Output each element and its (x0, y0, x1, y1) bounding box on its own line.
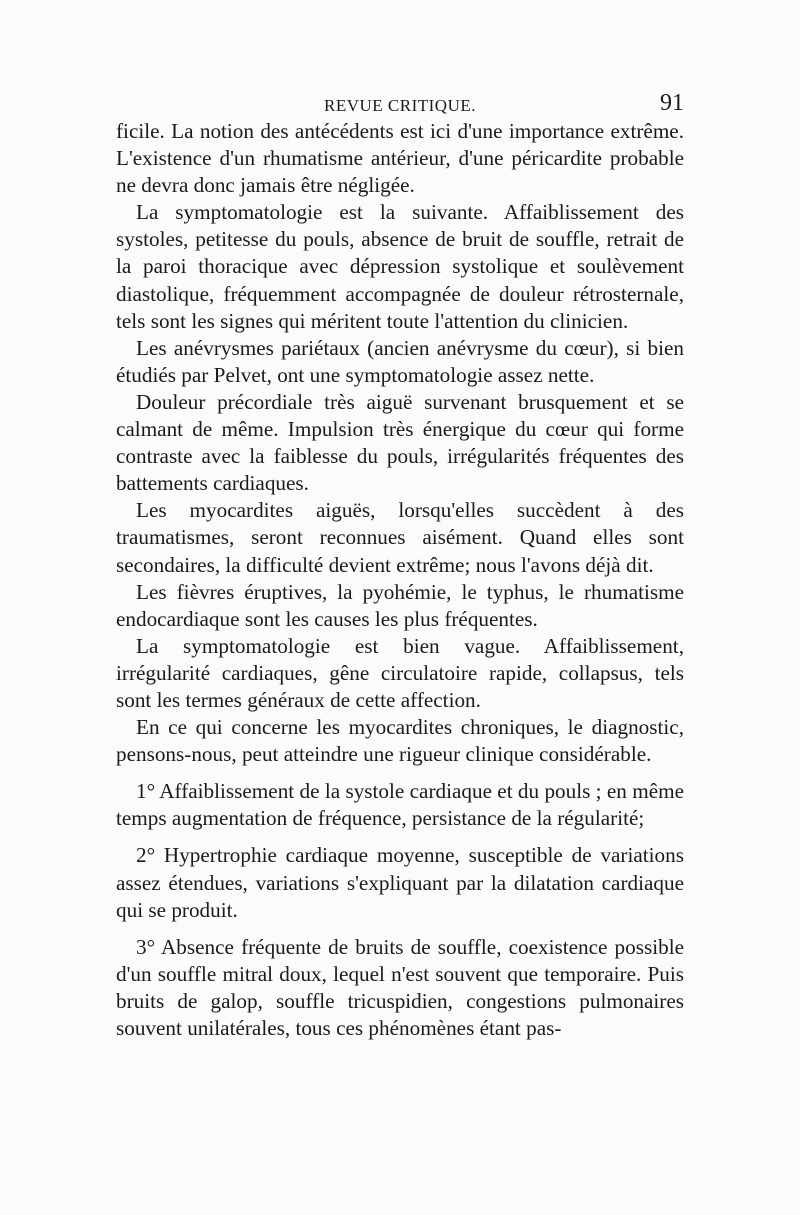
paragraph-continued: ficile. La notion des antécédents est ici d'une importance extrême. L'existence d'un rhumatisme antérieur, d'une péricardite probable ne devra donc jamais être négligée. (116, 119, 684, 198)
paragraph: Les fièvres éruptives, la pyohémie, le typhus, le rhumatisme endocardiaque sont les causes les plus fréquentes. (116, 579, 684, 631)
paragraph: En ce qui concerne les myocardites chroniques, le diagnostic, pensons-nous, peut atteindre une rigueur clinique considérable. (116, 715, 684, 767)
paragraph: Les myocardites aiguës, lorsqu'elles succèdent à des traumatismes, seront reconnues aisément. Quand elles sont secondaires, la difficulté devient extrême; nous l'avons déjà dit. (116, 498, 684, 577)
paragraph: Les anévrysmes pariétaux (ancien anévrysme du cœur), si bien étudiés par Pelvet, ont une symptomatologie assez nette. (116, 335, 684, 387)
page-number: 91 (660, 90, 684, 116)
list-item-1: 1° Affaiblissement de la systole cardiaque et du pouls ; en même temps augmentation de fréquence, persistance de la régularité; (116, 779, 684, 831)
running-head: REVUE CRITIQUE. (324, 96, 476, 115)
paragraph: La symptomatologie est bien vague. Affaiblissement, irrégularité cardiaques, gêne circulatoire rapide, collapsus, tels sont les termes généraux de cette affection. (116, 633, 684, 712)
body-text (116, 118, 684, 1042)
paragraph: La symptomatologie est la suivante. Affaiblissement des systoles, petitesse du pouls, absence de bruit de souffle, retrait de la paroi thoracique avec dépression systolique et soulèvement diastolique, fréquemment accompagnée de douleur rétrosternale, tels sont les signes qui méritent toute l'attention du clinicien. (116, 200, 684, 333)
list-item-3: 3° Absence fréquente de bruits de souffle, coexistence possible d'un souffle mitral doux, lequel n'est souvent que temporaire. Puis bruits de galop, souffle tricuspidien, congestions pulmonaires souvent unilatérales, tous ces phénomènes étant pas- (116, 934, 684, 1040)
list-item-2: 2° Hypertrophie cardiaque moyenne, susceptible de variations assez étendues, variations s'expliquant par la dilatation cardiaque qui se produit. (116, 843, 684, 922)
paragraph: Douleur précordiale très aiguë survenant brusquement et se calmant de même. Impulsion très énergique du cœur qui forme contraste avec la faiblesse du pouls, irrégularités fréquentes des battements cardiaques. (116, 389, 684, 496)
